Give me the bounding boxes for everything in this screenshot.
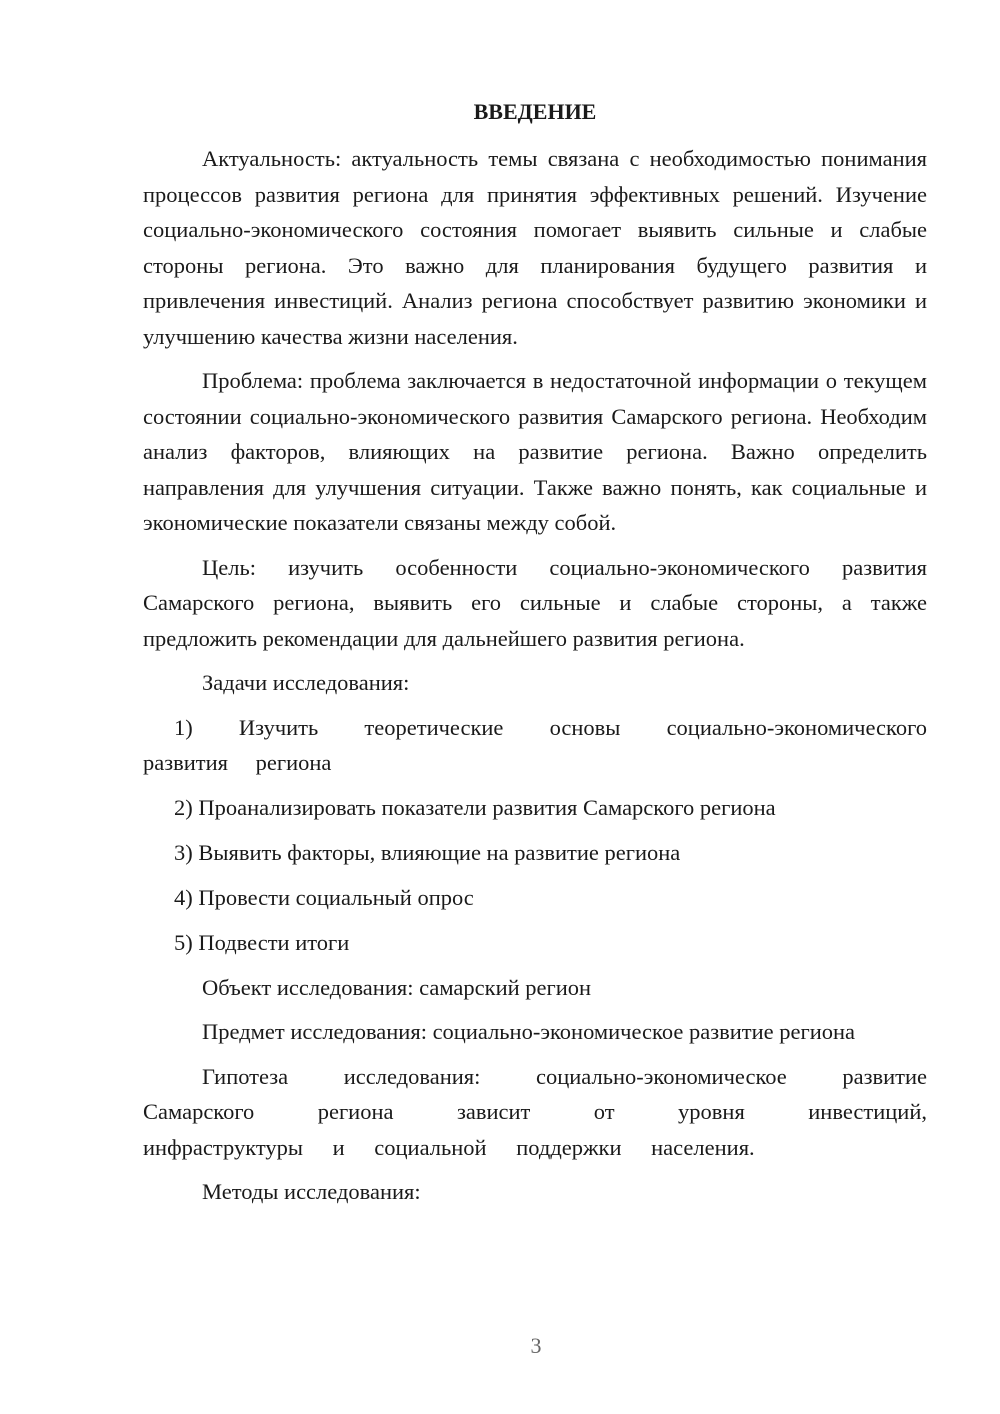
section-heading: ВВЕДЕНИЕ <box>473 99 597 124</box>
tasks-title: Задачи исследования: <box>202 670 410 695</box>
task-item-1: 1) Изучить теоретические основы социально-экономического развития региона <box>143 714 927 775</box>
task-item-5: 5) Подвести итоги <box>174 929 350 955</box>
task-item-2: 2) Проанализировать показатели развития Самарского региона <box>174 794 776 820</box>
goal-paragraph: Цель: изучить особенности социально-экономического развития Самарского региона, выявить его сильные и слабые стороны, а также предложить рекомендации для дальнейшего развития региона. <box>143 554 927 651</box>
object-paragraph: Объект исследования: самарский регион <box>202 974 592 1000</box>
relevance-paragraph: Актуальность: актуальность темы связана с необходимостью понимания процессов развития региона для принятия эффективных решений. Изучение социально-экономического состояния помогает выявить сильные и слабые стороны региона. Это важно для планирования будущего развития и привлечения инвестиций. Анализ региона способствует развитию экономики и улучшению качества жизни населения. <box>143 146 927 349</box>
page-number: 3 <box>530 1333 542 1358</box>
subject-paragraph: Предмет исследования: социально-экономическое развитие региона <box>202 1019 856 1044</box>
page-content <box>143 94 927 1219</box>
methods-title: Методы исследования: <box>202 1179 421 1204</box>
problem-paragraph: Проблема: проблема заключается в недостаточной информации о текущем состоянии социально-экономического развития Самарского региона. Необходим анализ факторов, влияющих на развитие региона. Важно определить направления для улучшения ситуации. Также важно понять, как социальные и экономические показатели связаны между собой. <box>143 368 927 535</box>
hypothesis-paragraph: Гипотеза исследования: социально-экономическое развитие Самарского региона зависит от уровня инвестиций, инфраструктуры и социальной поддержки населения. <box>143 1063 927 1160</box>
task-item-4: 4) Провести социальный опрос <box>174 884 474 910</box>
task-item-3: 3) Выявить факторы, влияющие на развитие региона <box>174 839 681 865</box>
